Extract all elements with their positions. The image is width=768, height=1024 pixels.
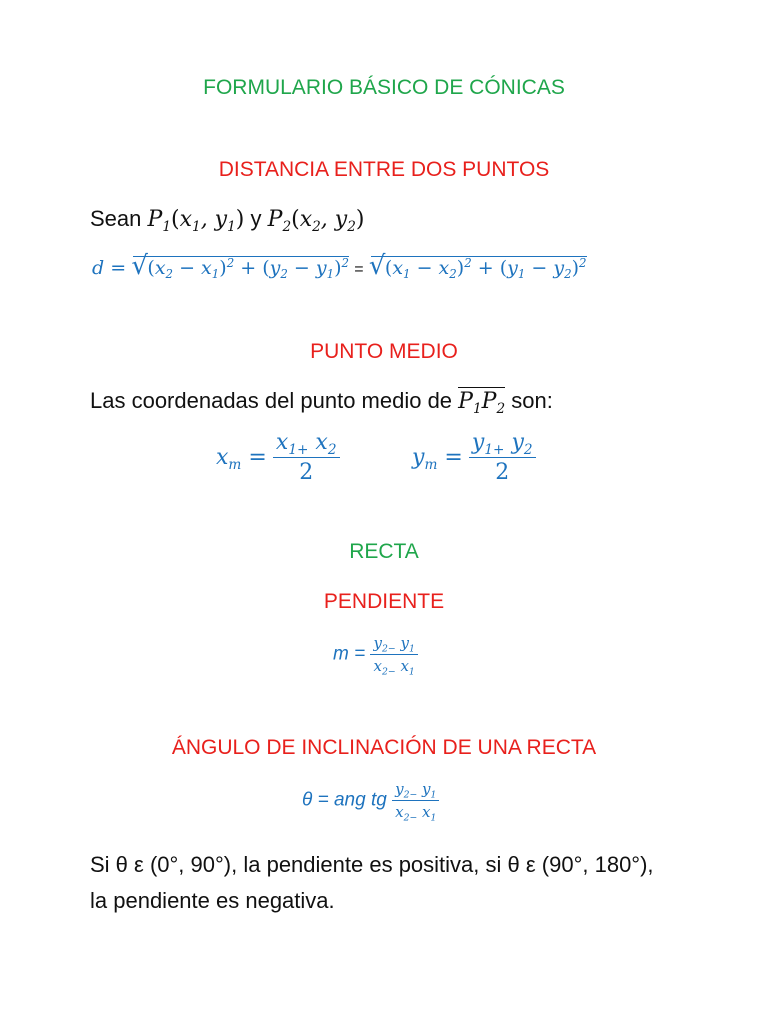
distance-label: d = [92,257,127,279]
angle-label: θ = ang tg [302,789,387,811]
slope-label: m = [333,643,366,665]
midpoint-text-before: Las coordenadas del punto medio de [90,388,453,413]
distance-root-2: √ $(x_1 - x_2)^2 + (y_1 - y_2)^2$ [371,256,587,279]
and-word: y [250,206,262,231]
slope-formula [333,634,418,678]
sean-word: Sean [90,206,142,231]
angle-heading: ÁNGULO DE INCLINACIÓN DE UNA RECTA [171,736,597,759]
document-title: FORMULARIO BÁSICO DE CÓNICAS [203,76,565,99]
midpoint-x-formula: $x_m$ = $\frac{x_{1+} x_2}{2}$ [216,430,340,485]
midpoint-heading: PUNTO MEDIO [310,340,458,363]
angle-paragraph-line-2: la pendiente es negativa. [90,888,335,913]
distance-heading: DISTANCIA ENTRE DOS PUNTOS [218,158,550,181]
distance-formula [92,256,587,280]
slope-heading: PENDIENTE [323,590,445,613]
angle-paragraph-line-1: Si θ ε (0°, 90°), la pendiente es positiva, si θ ε (90°, 180°), [90,852,654,877]
midpoint-y-formula: $y_m$ = $\frac{y_{1+} y_2}{2}$ [412,430,536,485]
distance-root-1: √ $(x_2 - x_1)^2 + (y_2 - y_1)^2$ [133,256,349,279]
midpoint-text [90,388,553,417]
midpoint-text-after: son: [511,388,553,413]
midpoint-x-fraction: $\frac{x_{1+} x_2}{2}$ [273,430,340,485]
slope-fraction: $\frac{y_{2-} y_1}{x_{2-} x_1}$ [370,634,417,675]
point-p1: $P_1(x_1$, $y_1$) [147,207,245,235]
midpoint-y-fraction: $\frac{y_{1+} y_2}{2}$ [469,430,536,485]
segment-p1p2: $P_1P_2$ [458,389,506,417]
angle-fraction: $\frac{y_{2-} y_1}{x_{2-} x_1}$ [392,780,439,821]
points-definition [90,206,365,235]
angle-formula [302,780,439,824]
line-heading: RECTA [349,540,419,563]
point-p2: $P_2(x_2$, $y_2$) [267,207,365,235]
distance-equals: = [354,261,364,278]
